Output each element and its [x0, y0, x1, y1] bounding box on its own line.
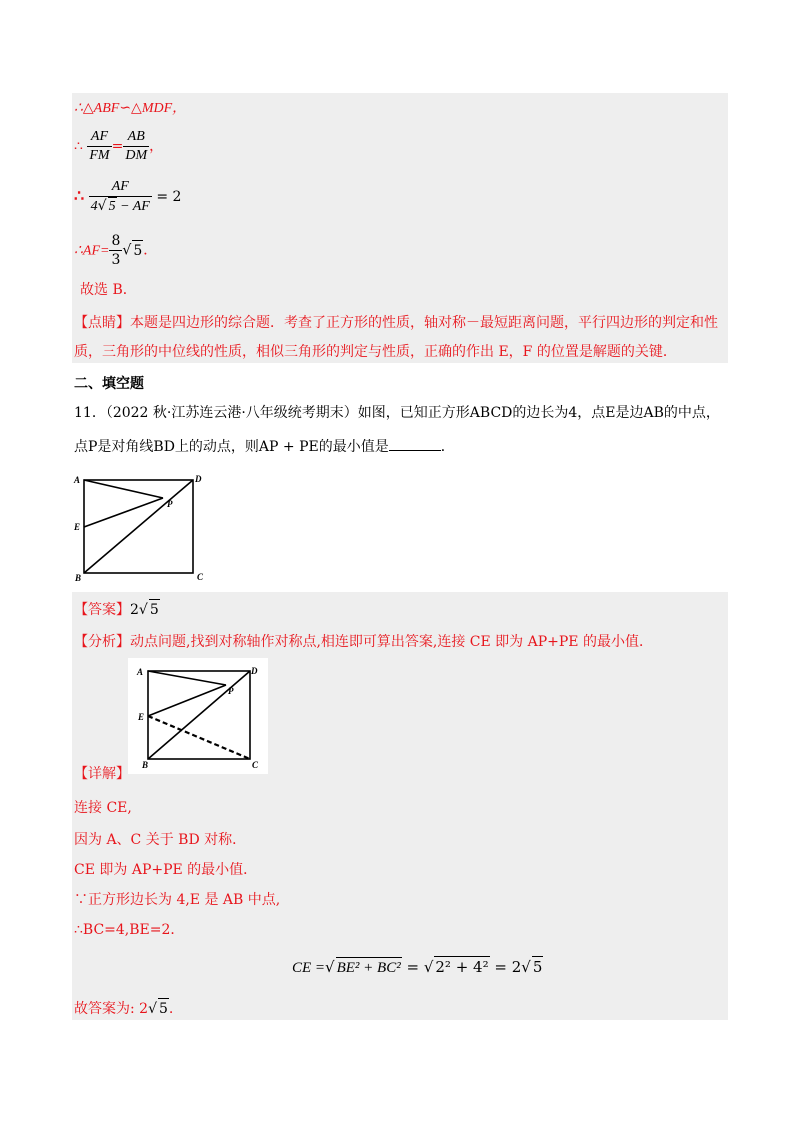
detail-line-2: 因为 A、C 关于 BD 对称．: [74, 832, 247, 848]
label-B: B: [142, 760, 149, 770]
label-C: C: [252, 760, 259, 770]
choice-answer: 故选 B．: [80, 282, 137, 298]
detail-tag: 【详解】: [74, 766, 130, 782]
detail-line-5: ∴BC=4,BE=2．: [74, 922, 185, 938]
final-answer: 故答案为: 2√ 5.: [74, 998, 173, 1019]
ce-formula: CE =√ BE² + BC² = √ 2² + 4² = 2√ 5: [292, 958, 543, 976]
detail-line-4: ∵正方形边长为 4,E 是 AB 中点,: [74, 892, 281, 908]
label-E: E: [138, 712, 145, 722]
label-C: C: [197, 572, 204, 582]
question-line-2: 点P是对角线BD上的动点，则AP + PE的最小值是 ．: [74, 436, 455, 457]
label-A: A: [137, 667, 144, 677]
commentary-line-1: 【点睛】本题是四边形的综合题．考查了正方形的性质，轴对称－最短距离问题，平行四边形的判定和性: [74, 315, 718, 331]
answer-line: 【答案】2√ 5: [74, 599, 160, 620]
step-result: ∴AF= $\frac{8}{3}$ √ 5．: [74, 233, 158, 268]
label-P: P: [228, 686, 234, 696]
step-equation: ∴ $\frac{AF}{4√ 5 - AF}$ = 2: [74, 179, 182, 214]
detail-line-3: CE 即为 AP+PE 的最小值．: [74, 862, 258, 878]
step-similar: ∴△ABF∽△MDF，: [74, 101, 187, 116]
square-figure-1: [70, 470, 220, 588]
detail-line-1: 连接 CE,: [74, 800, 132, 816]
label-E: E: [74, 522, 81, 532]
section-title: 二、填空题: [74, 376, 144, 392]
square-figure-2: [128, 658, 268, 774]
label-P: P: [167, 499, 173, 509]
label-A: A: [74, 475, 81, 485]
commentary-line-2: 质，三角形的中位线的性质，相似三角形的判定与性质，正确的作出 E，F 的位置是解题的关键．: [74, 344, 677, 360]
analysis-line: 【分析】动点问题,找到对称轴作对称点,相连即可算出答案,连接 CE 即为 AP+PE 的最小值．: [74, 634, 653, 650]
label-B: B: [75, 573, 82, 583]
step-ratio: ∴ $\frac{AF}{FM}$ = $\frac{AB}{DM}$ ，: [74, 129, 164, 163]
question-line-1: 11．（2022 秋·江苏连云港·八年级统考期末）如图，已知正方形ABCD的边长为4，点E是边AB的中点，: [74, 405, 720, 421]
label-D: D: [195, 474, 202, 484]
answer-blank: [389, 436, 441, 451]
label-D: D: [251, 666, 258, 676]
